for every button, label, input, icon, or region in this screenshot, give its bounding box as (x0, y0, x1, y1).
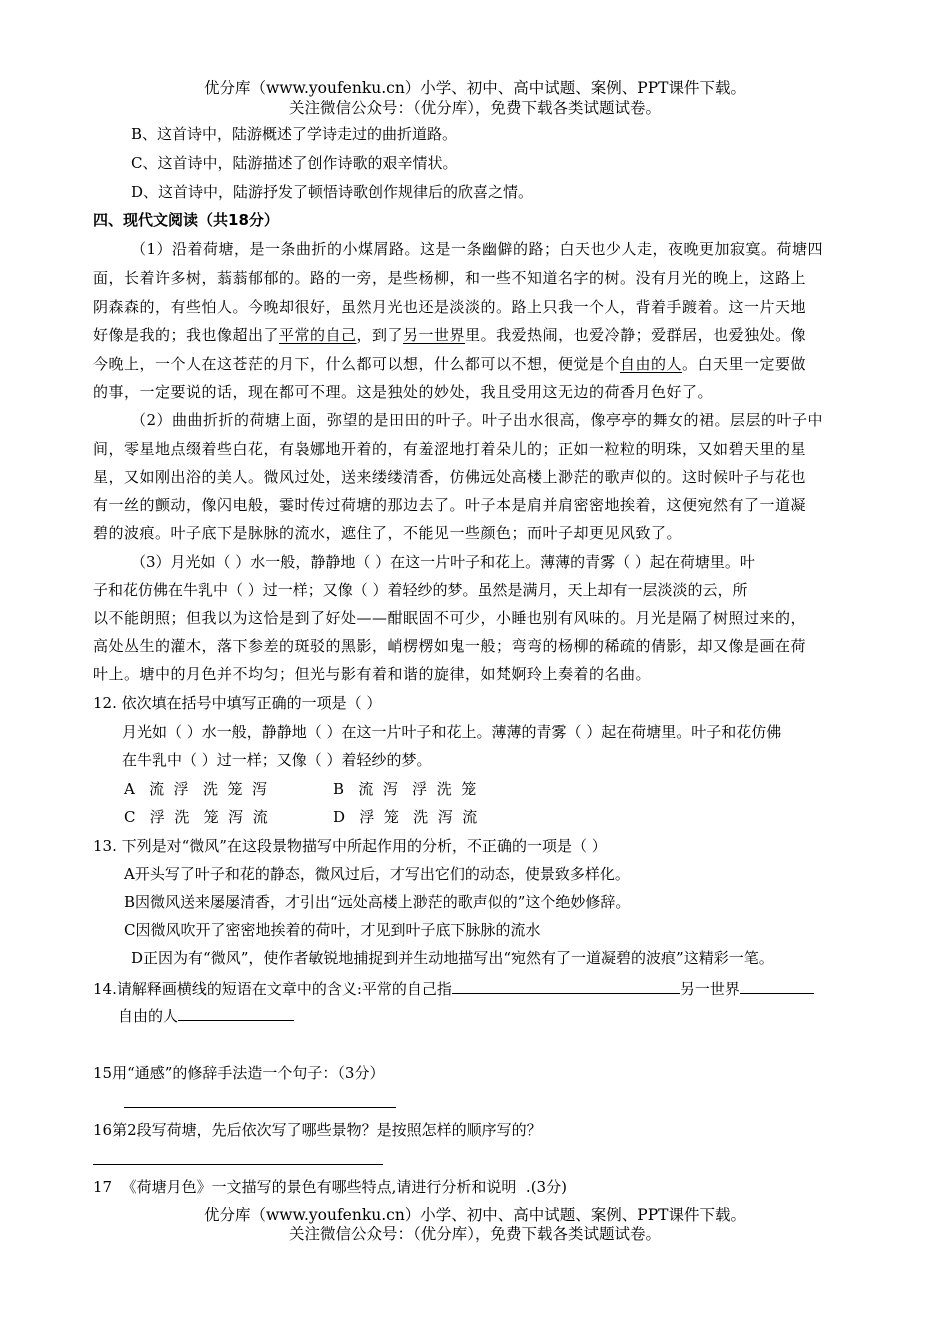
q13-option-d: D正因为有“微风”，使作者敏锐地捕捉到并生动地描写出“宛然有了一道凝碧的波痕”这精彩一笔。 (131, 949, 774, 967)
q13-option-c: C因微风吹开了密密地挨着的荷叶，才见到叶子底下脉脉的流水 (124, 921, 541, 939)
prev-option-c: C、这首诗中，陆游描述了创作诗歌的艰辛情状。 (131, 154, 458, 172)
q12-option-d: D 浮 笼 洗 泻 流 (333, 808, 478, 826)
q15-stem: 15用“通感”的修辞手法造一个句子：（3分） (93, 1064, 385, 1082)
p3-line-1: （3）月光如（ ）水一般，静静地（ ）在这一片叶子和花上。薄薄的青雾（ ）起在荷塘里。叶 (131, 553, 755, 571)
p2-line-5: 碧的波痕。叶子底下是脉脉的流水，遮住了，不能见一些颜色；而叶子却更见风致了。 (93, 524, 683, 542)
footer-line-2: 关注微信公众号：（优分库），免费下载各类试题试卷。 (288, 1225, 661, 1243)
p1-line-4: 好像是我的；我也像超出了平常的自己，到了另一世界里。我爱热闹，也爱冷静；爱群居，也爱独处。像 (93, 326, 807, 344)
q12-line-1: 月光如（ ）水一般，静静地（ ）在这一片叶子和花上。薄薄的青雾（ ）起在荷塘里。叶子和花仿佛 (122, 723, 782, 741)
q12-option-a: A 流 浮 洗 笼 泻 (124, 780, 268, 798)
q12-option-c: C 浮 洗 笼 泻 流 (124, 808, 268, 826)
q12-stem: 12. 依次填在括号中填写正确的一项是（ ） (93, 694, 382, 712)
p1-line-2: 面，长着许多树，蓊蓊郁郁的。路的一旁，是些杨柳，和一些不知道名字的树。没有月光的晚上，这路上 (93, 269, 807, 287)
p1-line-5: 今晚上，一个人在这苍茫的月下，什么都可以想，什么都可以不想，便觉是个自由的人。白天里一定要做 (93, 355, 807, 373)
q13-option-b: B因微风送来屡屡清香，才引出“远处高楼上渺茫的歌声似的”这个绝妙修辞。 (124, 893, 631, 911)
q14-line-1: 14.请解释画横线的短语在文章中的含义:平常的自己指 另一世界 (93, 979, 814, 999)
p3-line-5: 叶上。塘中的月色并不均匀；但光与影有着和谐的旋律，如梵婀玲上奏着的名曲。 (93, 665, 652, 683)
underlined-phrase-free-person: 自由的人 (620, 355, 683, 373)
q14-line-2: 自由的人 (118, 1006, 294, 1026)
header-line-1: 优分库（www.youfenku.cn）小学、初中、高中试题、案例、PPT课件下载。 (203, 79, 747, 97)
q17-stem: 17 《荷塘月色》一文描写的景色有哪些特点,请进行分析和说明 .(3分) (93, 1178, 567, 1196)
p2-line-3: 星，又如刚出浴的美人。微风过处，送来缕缕清香，仿佛远处高楼上渺茫的歌声似的。这时候叶子与花也 (93, 468, 807, 486)
q16-stem: 16第2段写荷塘，先后依次写了哪些景物？是按照怎样的顺序写的？ (93, 1121, 542, 1139)
q13-option-a: A开头写了叶子和花的静态，微风过后，才写出它们的动态，使景致多样化。 (124, 865, 630, 883)
p1-line-6: 的事，一定要说的话，现在都可不理。这是独处的妙处，我且受用这无边的荷香月色好了。 (93, 383, 714, 401)
p2-line-4: 有一丝的颤动，像闪电般，霎时传过荷塘的那边去了。叶子本是肩并肩密密地挨着，这便宛然有了一道凝 (93, 496, 807, 514)
q13-stem: 13. 下列是对“微风”在这段景物描写中所起作用的分析，不正确的一项是（ ） (93, 837, 607, 855)
underlined-phrase-ordinary-self: 平常的自己 (279, 326, 357, 344)
prev-option-b: B、这首诗中，陆游概述了学诗走过的曲折道路。 (131, 125, 458, 143)
underlined-phrase-another-world: 另一世界 (403, 326, 466, 344)
prev-option-d: D、这首诗中，陆游抒发了顿悟诗歌创作规律后的欣喜之情。 (131, 183, 534, 201)
p3-line-3: 以不能朗照；但我以为这恰是到了好处——酣眠固不可少，小睡也别有风味的。月光是隔了树照过来的， (93, 609, 807, 627)
header-line-2: 关注微信公众号：（优分库），免费下载各类试题试卷。 (288, 99, 661, 117)
footer-line-1: 优分库（www.youfenku.cn）小学、初中、高中试题、案例、PPT课件下载。 (203, 1206, 747, 1224)
p1-line-3: 阴森森的，有些怕人。今晚却很好，虽然月光也还是淡淡的。路上只我一个人，背着手踱着。这一片天地 (93, 298, 807, 316)
p2-line-1: （2）曲曲折折的荷塘上面，弥望的是田田的叶子。叶子出水很高，像亭亭的舞女的裙。层层的叶子中 (131, 411, 824, 429)
p2-line-2: 间，零星地点缀着些白花，有袅娜地开着的，有羞涩地打着朵儿的；正如一粒粒的明珠，又如碧天里的星 (93, 440, 807, 458)
q15-answer-line[interactable] (124, 1107, 396, 1108)
answer-blank-ordinary-self[interactable] (452, 979, 680, 994)
answer-blank-another-world[interactable] (740, 979, 814, 994)
q12-line-2: 在牛乳中（ ）过一样；又像（ ）着轻纱的梦。 (122, 751, 432, 769)
p1-line-1: （1）沿着荷塘，是一条曲折的小煤屑路。这是一条幽僻的路；白天也少人走，夜晚更加寂寞。荷塘四 (131, 240, 824, 258)
q16-answer-line[interactable] (93, 1164, 383, 1165)
p3-line-4: 高处丛生的灌木，落下参差的斑驳的黑影，峭楞楞如鬼一般；弯弯的杨柳的稀疏的倩影，却又像是画在荷 (93, 637, 807, 655)
answer-blank-free-person[interactable] (178, 1006, 294, 1021)
p3-line-2: 子和花仿佛在牛乳中（ ）过一样；又像（ ）着轻纱的梦。虽然是满月，天上却有一层淡淡的云，所 (93, 581, 748, 599)
section-title: 四、现代文阅读（共18分） (93, 211, 279, 229)
q12-option-b: B 流 泻 浮 洗 笼 (333, 780, 477, 798)
